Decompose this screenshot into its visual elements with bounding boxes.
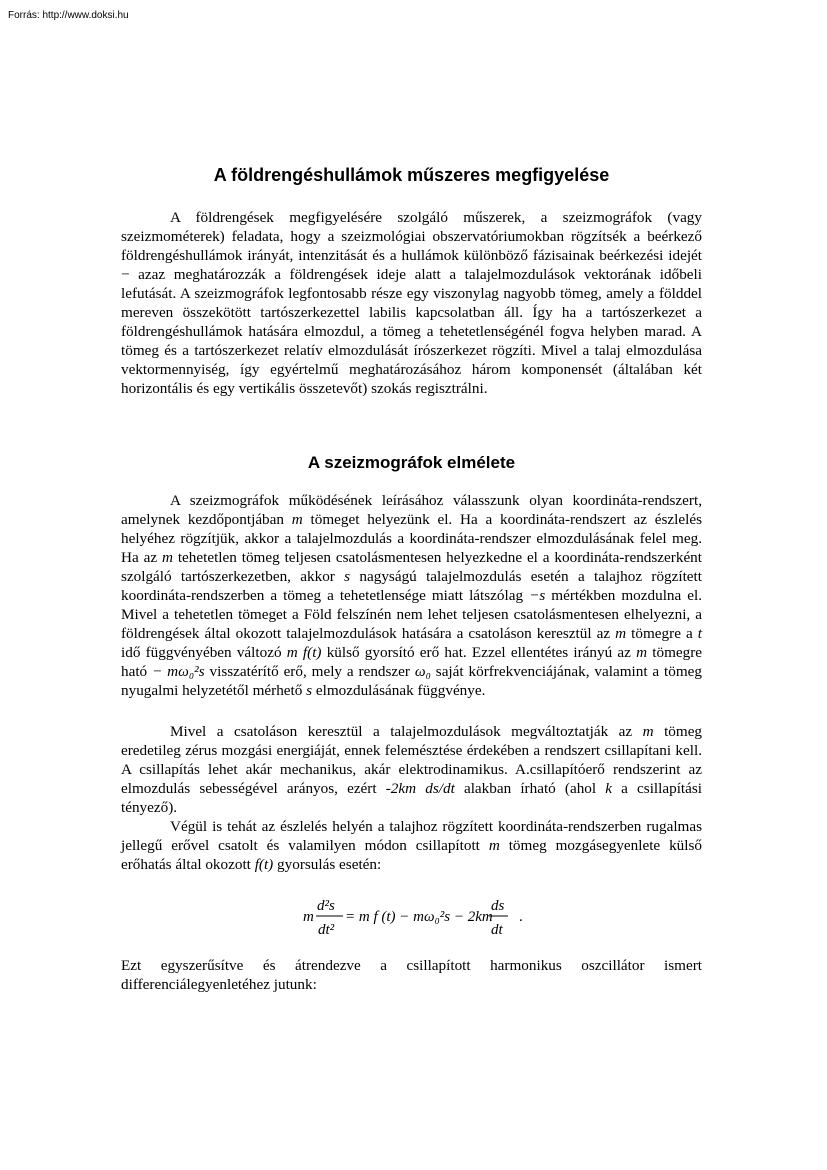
math-mft: m f(t) xyxy=(286,644,322,661)
page-title: A földrengéshullámok műszeres megfigyelése xyxy=(213,165,610,185)
math-m: m xyxy=(488,837,500,854)
eq-numerator: d²s xyxy=(317,898,335,914)
text: külső gyorsító erő hat. Ezzel ellentétes irányú az xyxy=(326,644,631,661)
text: Mivel a csatoláson keresztül a talajelmozdulások megváltoztatják az xyxy=(170,723,633,740)
text: alakban írható (ahol xyxy=(463,780,597,797)
theory-paragraph-1 xyxy=(121,491,702,700)
text: saját körfrekvenciájának, valamint a tömeg nyugalmi helyzetétől mérhető xyxy=(121,663,703,699)
text: a csillapítási tényező). xyxy=(121,780,703,816)
motion-equation xyxy=(301,893,561,939)
text: tömegre a xyxy=(631,625,693,642)
text: tömegre ható xyxy=(121,644,703,680)
text: tehetetlen tömeg teljesen csatolásmentesen helyezkedne el a koordináta-rendszerként szolgáló tartószerkezetben, akkor xyxy=(121,549,702,585)
math-s: s xyxy=(344,568,351,585)
text: nagyságú talajelmozdulás esetén a talajhoz rögzített koordináta-rendszerben a tömeg a tehetetlensége miatt látszólag xyxy=(121,568,702,604)
source-label: Forrás: http://www.doksi.hu xyxy=(8,10,129,21)
math-t: t xyxy=(697,625,703,642)
section-title: A szeizmográfok elmélete xyxy=(307,453,516,472)
math-ft: f(t) xyxy=(254,856,274,873)
text: Végül is tehát az észlelés helyén a talajhoz rögzített koordináta-rendszerben rugalmas jellegű erővel csatolt és valamilyen módon csillapított xyxy=(121,818,702,854)
math-neg-s: −s xyxy=(529,587,546,604)
math-k: k xyxy=(605,780,613,797)
math-damping: -2km ds/dt xyxy=(385,780,455,797)
text: mértékben mozdulna el. Mivel a tehetetlen tömeget a Föld felszínén nem lehet teljesen csatolásmentesen elhelyezni, a földrengések által okozott talajelmozdulások hatására a csatoláson keresztül az xyxy=(121,587,703,642)
theory-paragraph-3 xyxy=(121,817,702,874)
text: tömeg mozgásegyenlete külső erőhatás által okozott xyxy=(121,837,702,873)
math-restoring-force: − mω₀²s xyxy=(152,663,205,680)
math-s: s xyxy=(306,682,313,699)
math-m: m xyxy=(291,511,303,528)
text: gyorsulás esetén: xyxy=(277,856,382,873)
text: visszatérítő erő, mely a rendszer xyxy=(209,663,410,680)
eq-end: . xyxy=(519,909,523,925)
math-m: m xyxy=(161,549,173,566)
eq-denominator: dt² xyxy=(318,922,335,938)
text: tömeg eredetileg zérus mozgási energiáját, ennek felemésztése érdekében a rendszert csillapítani kell. A csillapítás lehet akár mechanikus, akár elektrodinamikus. A.csillapítóerő rendszerint az elmozdulás sebességével arányos, ezért xyxy=(121,723,703,797)
closing-paragraph: Ezt egyszerűsítve és átrendezve a csillapított harmonikus oszcillátor ismert differenciálegyenletéhez jutunk: xyxy=(121,957,702,993)
math-omega0: ω₀ xyxy=(414,663,431,680)
theory-paragraph-2 xyxy=(121,722,702,817)
math-m: m xyxy=(636,644,648,661)
text: idő függvényében változó xyxy=(121,644,282,661)
text: elmozdulásának függvénye. xyxy=(315,682,486,699)
eq-lhs-m: m xyxy=(303,909,314,925)
math-m: m xyxy=(642,723,654,740)
math-m: m xyxy=(615,625,627,642)
eq-ds: ds xyxy=(491,898,505,914)
eq-rhs: = m f (t) − mω₀²s − 2km xyxy=(345,909,493,925)
intro-paragraph: A földrengések megfigyelésére szolgáló műszerek, a szeizmográfok (vagy szeizmométerek) feladata, hogy a szeizmológiai obszervatóriumokban rögzítsék a beérkező földrengéshullámok irányát, intenzitását és a hullámok különböző fázisainak beérkezési idejét − azaz meghatározzák a földrengések ideje alatt a talajelmozdulások vektorának időbeli lefutását. A szeizmográfok legfontosabb része egy viszonylag nagyobb tömeg, amely a földdel mereven összekötött tartószerkezettel labilis kapcsolatban áll. Így ha a tartószerkezet a földrengéshullámok hatására elmozdul, a tömeg a tehetetlenségénél fogva helyben marad. A tömeg és a tartószerkezet relatív elmozdulását írószerkezet rögzíti. Mivel a talaj elmozdulása vektormennyiség, így egyértelmű meghatározásához három komponensét (általában két horizontális és egy vertikális összetevőt) szokás regisztrálni. xyxy=(121,209,702,397)
text: tömeget helyezünk el. Ha a koordináta-rendszert az észlelés helyéhez rögzítjük, akkor a talajelmozdulás a koordináta-rendszer elmozdulásának felel meg. Ha az xyxy=(121,511,702,566)
text: A szeizmográfok működésének leírásához válasszunk olyan koordináta-rendszert, amelynek kezdőpontjában xyxy=(121,492,702,528)
eq-dt: dt xyxy=(491,922,503,938)
